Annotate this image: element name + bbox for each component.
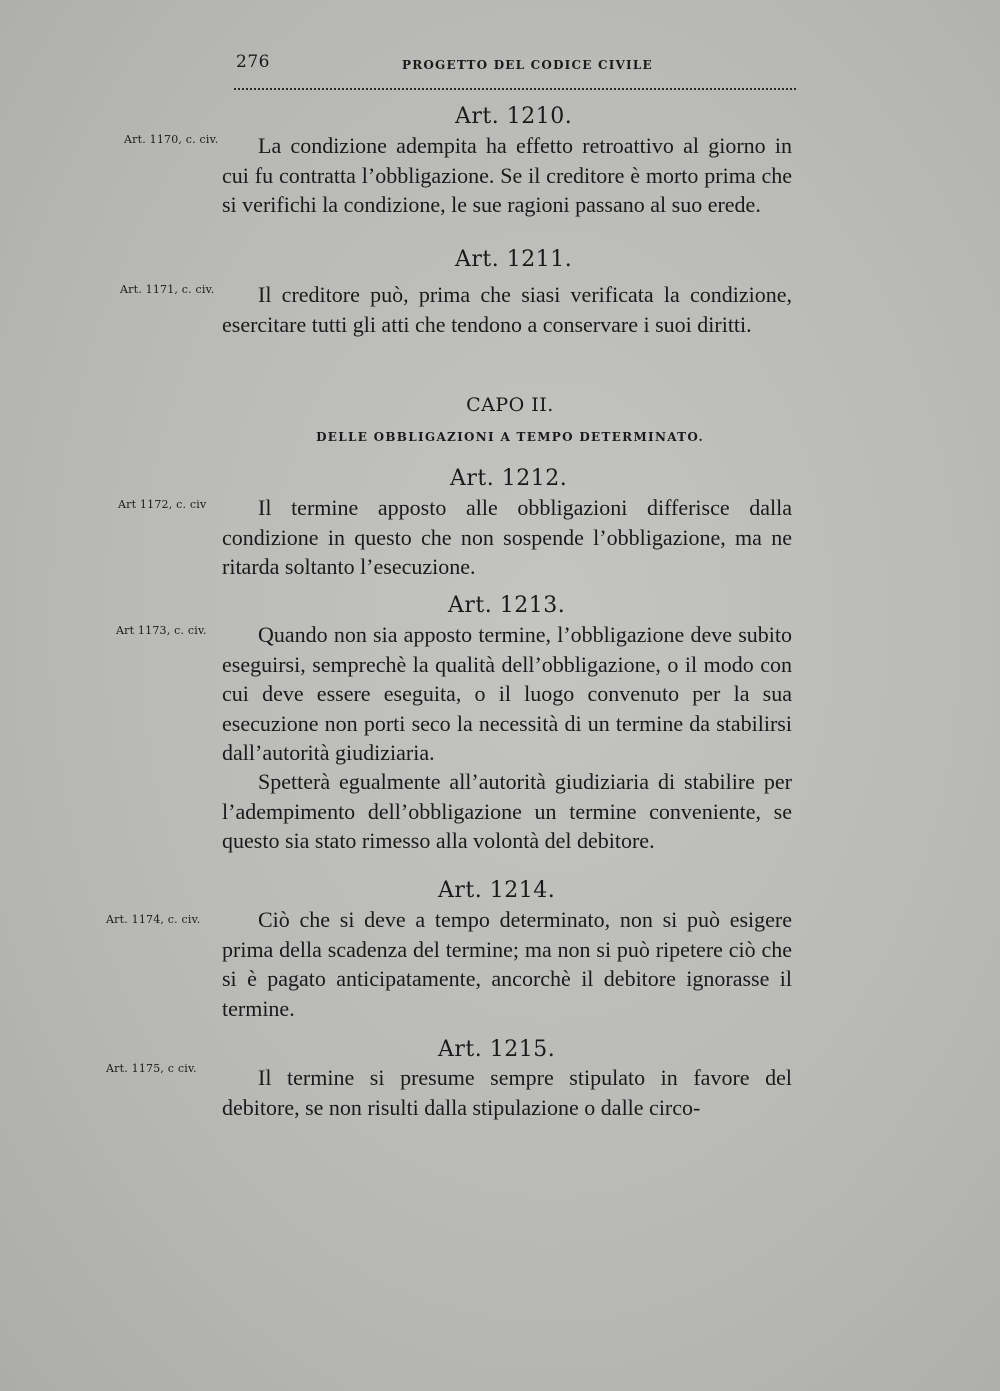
chapter-subtitle: DELLE OBBLIGAZIONI A TEMPO DETERMINATO. — [316, 430, 704, 444]
margin-reference-1214: Art. 1174, c. civ. — [106, 913, 201, 926]
article-text-1211: Il creditore può, prima che siasi verificata la condizione, esercitare tutti gli atti che tendono a conservare i suoi diritti. — [222, 282, 792, 337]
margin-reference-1215: Art. 1175, c civ. — [106, 1062, 197, 1075]
article-text-1212: Il termine apposto alle obbligazioni differisce dalla condizione in questo che non sospende l’obbligazione, ma ne ritarda soltanto l’esecuzione. — [222, 495, 792, 579]
article-heading-1213: Art. 1213. — [448, 593, 566, 618]
article-text-1213-p2: Spetterà egualmente all’autorità giudiziaria di stabilire per l’adempimento dell’obbligazione un termine conveniente, se questo sia stato rimesso alla volontà del debitore. — [222, 769, 792, 853]
article-text-1214: Ciò che si deve a tempo determinato, non si può esigere prima della scadenza del termine; ma non si può ripetere ciò che si è pagato anticipatamente, ancorchè il debitore ignorasse il termine. — [222, 907, 792, 1021]
page-header — [234, 48, 796, 90]
margin-reference-1212: Art 1172, c. civ — [118, 498, 207, 511]
article-text-1215: Il termine si presume sempre stipulato in favore del debitore, se non risulti dalla stipulazione o dalle circo- — [222, 1065, 792, 1120]
margin-reference-1211: Art. 1171, c. civ. — [120, 283, 215, 296]
article-heading-1212: Art. 1212. — [450, 466, 568, 491]
margin-reference-1213: Art 1173, c. civ. — [116, 624, 207, 637]
article-heading-1210: Art. 1210. — [455, 104, 573, 129]
article-heading-1211: Art. 1211. — [455, 247, 573, 272]
running-title: PROGETTO DEL CODICE CIVILE — [402, 58, 653, 72]
article-text-1210: La condizione adempita ha effetto retroattivo al giorno in cui fu contratta l’obbligazione. Se il creditore è morto prima che si verifichi la condizione, le sue ragioni passano al suo erede. — [222, 133, 792, 217]
article-text-1213-p1: Quando non sia apposto termine, l’obbligazione deve subito eseguirsi, semprechè la qualità dell’obbligazione, o il modo con cui deve essere eseguita, o il luogo convenuto per la sua esecuzione non porti seco la necessità di un termine da stabilirsi dall’autorità giudiziaria. — [222, 622, 792, 765]
article-heading-1215: Art. 1215. — [438, 1037, 556, 1062]
margin-reference-1210: Art. 1170, c. civ. — [124, 133, 219, 146]
article-heading-1214: Art. 1214. — [438, 878, 556, 903]
page-number: 276 — [236, 52, 270, 72]
chapter-title: CAPO II. — [466, 394, 554, 416]
